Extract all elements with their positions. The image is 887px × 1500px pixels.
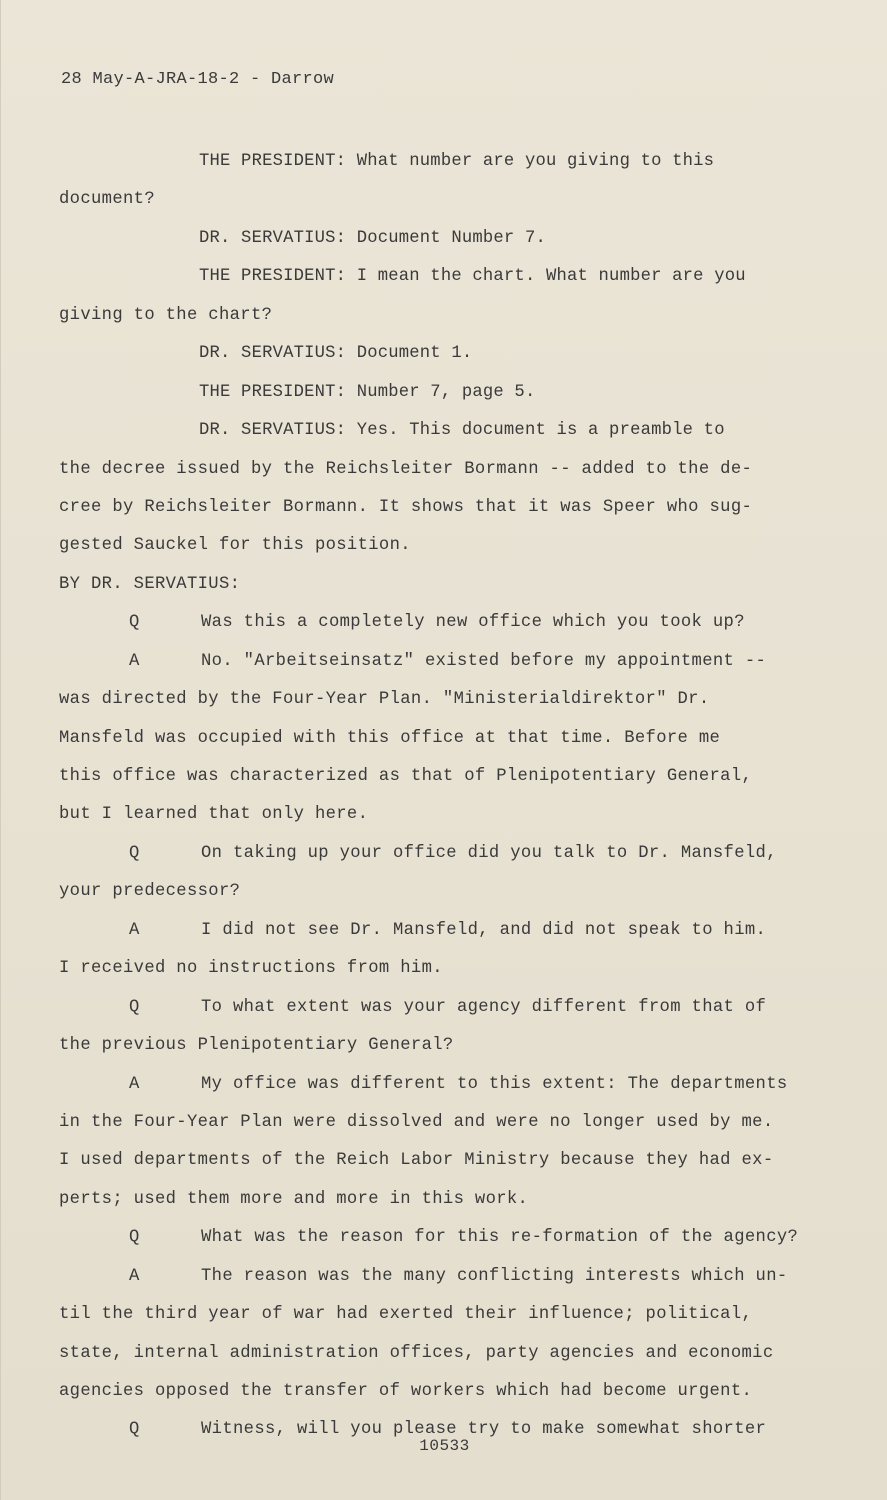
continuation-line-text: state, internal administration offices, party agencies and economic (59, 1343, 774, 1363)
qa-line-text: On taking up your office did you talk to Dr. Mansfeld, (201, 843, 777, 863)
qa-marker: Q (129, 613, 140, 633)
qa-line-text: The reason was the many conflicting interests which un- (201, 1266, 788, 1286)
qa-line-text: My office was different to this extent: The departments (201, 1074, 788, 1094)
transcript-line (59, 489, 831, 527)
speaker-line-text: DR. SERVATIUS: Document 1. (199, 344, 473, 364)
speaker-line-text: DR. SERVATIUS: Yes. This document is a preamble to (199, 421, 725, 441)
qa-marker: Q (129, 1228, 140, 1248)
qa-line-text: I did not see Dr. Mansfeld, and did not speak to him. (201, 920, 767, 940)
transcript-line (59, 258, 831, 296)
continuation-line-text: was directed by the Four-Year Plan. "Ministerialdirektor" Dr. (59, 690, 710, 710)
qa-marker: Q (129, 997, 140, 1017)
qa-marker: Q (129, 1420, 140, 1440)
transcript-line (59, 1373, 831, 1411)
qa-line-text: To what extent was your agency different from that of (201, 997, 767, 1017)
transcript-line (59, 566, 831, 604)
transcript-line (59, 1027, 831, 1065)
transcript-line (59, 643, 831, 681)
transcript-line (59, 451, 831, 489)
transcript-line (59, 143, 831, 181)
continuation-line-text: til the third year of war had exerted their influence; political, (59, 1305, 753, 1325)
continuation-line-text: giving to the chart? (59, 305, 273, 325)
transcript-body (59, 143, 831, 1450)
document-reference: 28 May-A-JRA-18-2 - Darrow (61, 70, 335, 89)
continuation-line-text: BY DR. SERVATIUS: (59, 574, 241, 594)
continuation-line-text: gested Sauckel for this position. (59, 536, 411, 556)
speaker-line-text: THE PRESIDENT: Number 7, page 5. (199, 382, 536, 402)
qa-line-text: Was this a completely new office which you took up? (201, 613, 745, 633)
continuation-line-text: this office was characterized as that of Plenipotentiary General, (59, 767, 753, 786)
transcript-line (59, 297, 831, 335)
qa-marker: A (129, 1074, 140, 1094)
continuation-line-text: the decree issued by the Reichsleiter Bormann -- added to the de- (59, 459, 753, 479)
transcript-line (59, 1104, 831, 1142)
transcript-line (59, 374, 831, 412)
qa-marker: A (129, 651, 140, 671)
qa-marker: A (129, 1266, 140, 1286)
transcript-line (59, 758, 831, 796)
transcript-line (59, 912, 831, 950)
transcript-line (59, 335, 831, 373)
qa-line-text: What was the reason for this re-formation of the agency? (201, 1228, 799, 1248)
transcript-line (59, 796, 831, 834)
continuation-line-text: in the Four-Year Plan were dissolved and were no longer used by me. (59, 1112, 774, 1132)
transcript-line (59, 950, 831, 988)
transcript-line (59, 989, 831, 1027)
qa-line-text: No. "Arbeitseinsatz" existed before my appointment -- (201, 651, 767, 671)
transcript-line (59, 1296, 831, 1334)
transcript-line (59, 604, 831, 642)
continuation-line-text: Mansfeld was occupied with this office at that time. Before me (59, 728, 721, 748)
continuation-line-text: perts; used them more and more in this work. (59, 1189, 529, 1209)
qa-marker: Q (129, 843, 140, 863)
transcript-line (59, 1219, 831, 1257)
transcript-line (59, 527, 831, 565)
transcript-line (59, 873, 831, 911)
continuation-line-text: agencies opposed the transfer of workers which had become urgent. (59, 1382, 753, 1401)
qa-line-text: Witness, will you please try to make somewhat shorter (201, 1420, 767, 1440)
transcript-line (59, 412, 831, 450)
transcript-line (59, 220, 831, 258)
transcript-line (59, 181, 831, 219)
transcript-line (59, 1181, 831, 1219)
transcript-line (59, 720, 831, 758)
speaker-line-text: DR. SERVATIUS: Document Number 7. (199, 228, 546, 248)
continuation-line-text: I used departments of the Reich Labor Ministry because they had ex- (59, 1151, 774, 1171)
continuation-line-text: document? (59, 190, 155, 210)
transcript-line (59, 1066, 831, 1104)
transcript-line (59, 1258, 831, 1296)
continuation-line-text: cree by Reichsleiter Bormann. It shows that it was Speer who sug- (59, 497, 753, 517)
continuation-line-text: but I learned that only here. (59, 805, 369, 825)
page-number: 10533 (419, 1437, 470, 1455)
continuation-line-text: your predecessor? (59, 882, 241, 902)
continuation-line-text: I received no instructions from him. (59, 959, 443, 979)
qa-marker: A (129, 920, 140, 940)
transcript-line (59, 681, 831, 719)
transcript-line (59, 1142, 831, 1180)
transcript-line (59, 1335, 831, 1373)
continuation-line-text: the previous Plenipotentiary General? (59, 1036, 454, 1056)
transcript-line (59, 835, 831, 873)
speaker-line-text: THE PRESIDENT: What number are you giving to this (199, 152, 715, 171)
speaker-line-text: THE PRESIDENT: I mean the chart. What number are you (199, 267, 746, 287)
